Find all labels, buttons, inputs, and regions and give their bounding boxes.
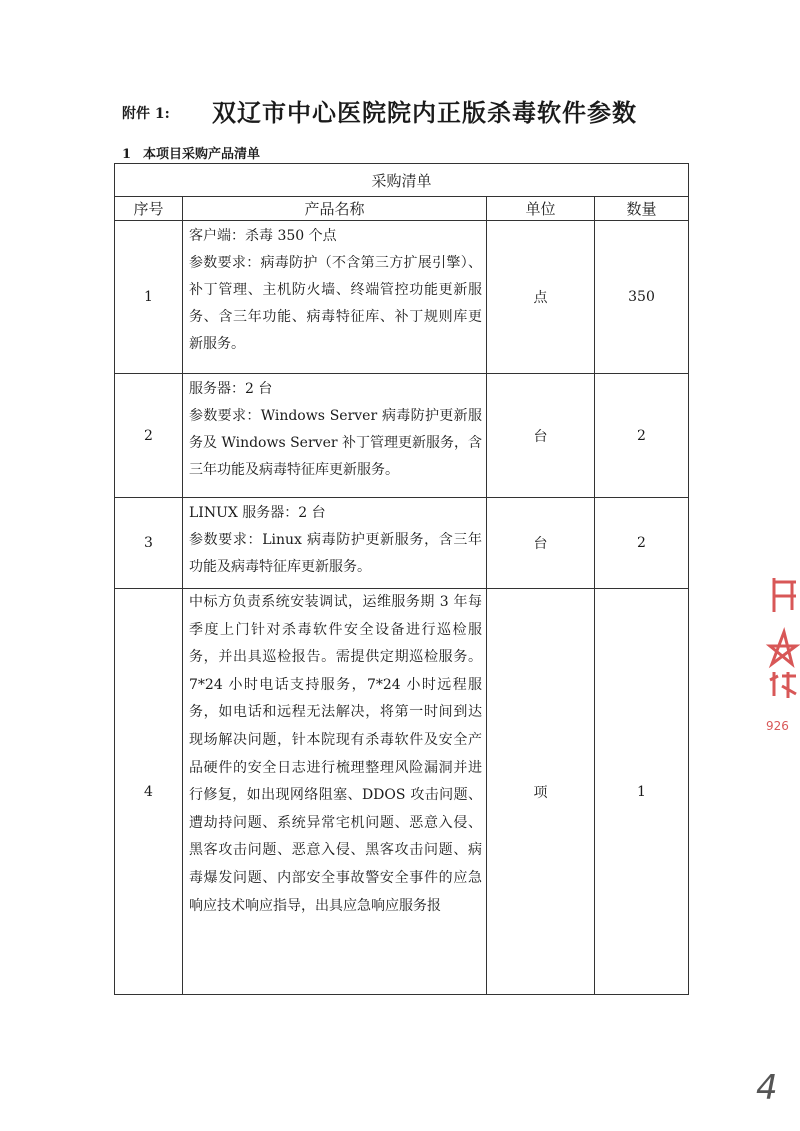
svg-text:926: 926 [766,719,789,733]
table-row [115,221,689,374]
table-header-row [115,197,689,221]
row-quantity: 1 [595,589,689,995]
row-index: 4 [115,589,183,995]
table-row [115,498,689,589]
description-line: 参数要求：病毒防护（不含第三方扩展引擎）、补丁管理、主机防火墙、终端管控功能更新服务、含三年功能、病毒特征库、补丁规则库更新服务。 [189,255,482,352]
purchase-table [114,163,689,995]
table-row [115,374,689,498]
red-seal-stamp [762,572,800,740]
row-index: 1 [115,221,183,374]
description-line: 服务器：2 台 [189,381,273,397]
row-description [183,221,487,374]
row-description [183,498,487,589]
column-header-product: 产品名称 [183,197,487,221]
row-unit: 台 [487,498,595,589]
page-number: 4 [756,1068,778,1108]
document-title: 双辽市中心医院院内正版杀毒软件参数 [212,98,637,127]
row-quantity: 2 [595,498,689,589]
description-line: 中标方负责系统安装调试，运维服务期 3 年每季度上门针对杀毒软件安全设备进行巡检服务，并出具巡检报告。需提供定期巡检服务。7*24 小时电话支持服务，7*24 小时远程服务，如电话和远程无法解决，将第一时间到达现场解决问题，针本院现有杀毒软件及安全产品硬件的安全日志进行梳理整理风险漏洞并进行修复，如出现网络阻塞、DDOS 攻击问题、遭劫持问题、系统异常宅机问题、恶意入侵、黑客攻击问题、恶意入侵、黑客攻击问题、病毒爆发问题、内部安全事故警安全事件的应急响应技术响应指导，出具应急响应服务报 [189,594,482,914]
description-line: 客户端：杀毒 350 个点 [189,228,337,244]
section-number: 1 [122,147,132,162]
description-line: 参数要求：Windows Server 病毒防护更新服务及 Windows Server 补丁管理更新服务，含三年功能及病毒特征库更新服务。 [189,408,483,478]
row-unit: 项 [487,589,595,995]
column-header-unit: 单位 [487,197,595,221]
row-index: 3 [115,498,183,589]
attachment-label: 附件 1: [122,106,170,122]
row-unit: 点 [487,221,595,374]
row-unit: 台 [487,374,595,498]
section-heading-text: 本项目采购产品清单 [143,147,261,162]
column-header-quantity: 数量 [595,197,689,221]
row-quantity: 350 [595,221,689,374]
description-line: LINUX 服务器：2 台 [189,505,326,521]
row-index: 2 [115,374,183,498]
table-caption: 采购清单 [115,164,689,197]
description-line: 参数要求：Linux 病毒防护更新服务，含三年功能及病毒特征库更新服务。 [189,532,482,575]
column-header-index: 序号 [115,197,183,221]
table-row [115,589,689,995]
row-description [183,374,487,498]
row-description [183,589,487,995]
row-quantity: 2 [595,374,689,498]
section-heading [122,143,260,162]
